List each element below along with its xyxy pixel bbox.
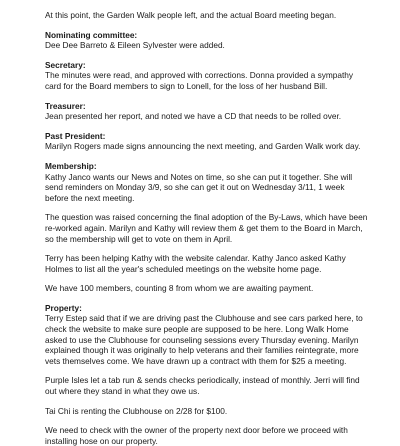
membership-text: Kathy Janco wants our News and Notes on time, so she can put it together. She will send reminders on Monday 3/9, so she can get it out on Wednesday 3/11, 1 week before the next meeting. (45, 171, 353, 203)
property-text: Terry Estep said that if we are driving past the Clubhouse and see cars parked here, to check the website to make sure people are supposed to be here. Long Walk Home asked to use the Clubhouse for counseling sessions every Thursday evening. Marilyn explained though it was originally to help veterans and their families reintegrate, more vets themselves come. We have drawn up a contract with them for $25 a meeting. (45, 313, 363, 366)
past-president-section (45, 131, 375, 152)
minutes-body (45, 10, 375, 446)
secretary-section (45, 60, 375, 92)
nominating-heading: Nominating committee: (45, 29, 138, 40)
membership-heading: Membership: (45, 160, 97, 171)
treasurer-text: Jean presented her report, and noted we have a CD that needs to be rolled over. (45, 111, 342, 122)
nominating-section (45, 30, 375, 51)
intro-paragraph: At this point, the Garden Walk people left, and the actual Board meeting began. (45, 10, 337, 20)
members-count-paragraph: We have 100 members, counting 8 from whom we are awaiting payment. (45, 283, 314, 294)
bylaws-paragraph: The question was raised concerning the final adoption of the By-Laws, which have been re-worked again. Marilyn and Kathy will review them & get them to the Board in March, so the membership will get to vote on them in April. (45, 212, 368, 244)
treasurer-section (45, 101, 375, 122)
past-president-text: Marilyn Rogers made signs announcing the next meeting, and Garden Walk work day. (45, 141, 361, 152)
property-section (45, 303, 375, 397)
nominating-text: Dee Dee Barreto & Eileen Sylvester were added. (45, 40, 225, 51)
tai-chi-paragraph: Tai Chi is renting the Clubhouse on 2/28 for $100. (45, 405, 228, 416)
membership-section (45, 161, 375, 203)
website-paragraph: Terry has been helping Kathy with the website calendar. Kathy Janco asked Kathy Holmes to list all the year's scheduled meetings on the website home page. (45, 253, 346, 274)
treasurer-heading: Treasurer: (45, 100, 86, 111)
property-next-door-paragraph: We need to check with the owner of the property next door before we proceed with installing hose on our property. (45, 425, 348, 446)
property-heading: Property: (45, 302, 82, 313)
secretary-heading: Secretary: (45, 59, 86, 70)
secretary-text: The minutes were read, and approved with corrections. Donna provided a sympathy card for the Board members to sign to Lonell, for the loss of her husband Bill. (45, 70, 354, 91)
property-tab-text: Purple Isles let a tab run & sends checks periodically, instead of monthly. Jerri will find out where they stand in what they owe us. (45, 375, 360, 397)
past-president-heading: Past President: (45, 130, 106, 141)
